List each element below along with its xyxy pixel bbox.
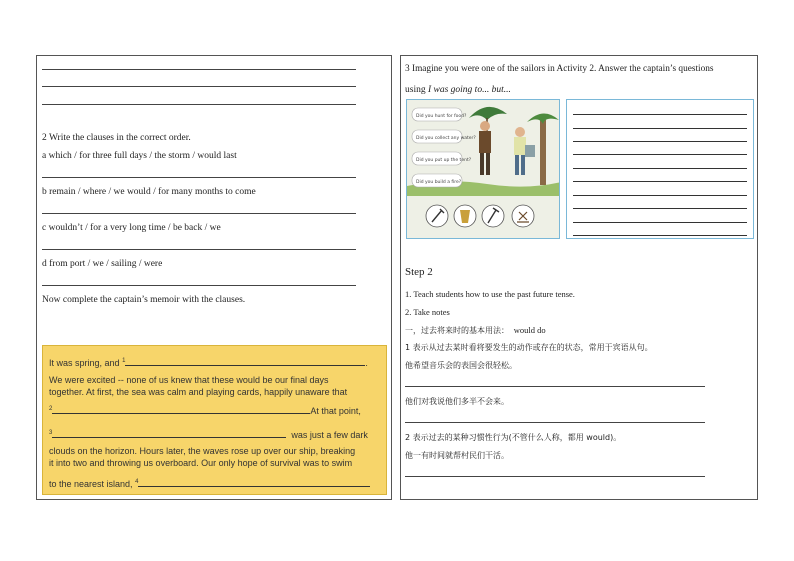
illustration-drawing — [407, 100, 560, 239]
answer-line[interactable] — [573, 222, 747, 223]
answer-lines-box — [566, 99, 754, 239]
answer-line[interactable] — [573, 141, 747, 142]
svg-text:Did you collect any water?: Did you collect any water? — [416, 136, 476, 141]
note-heading: 一，过去将来时的基本用法： would do — [405, 325, 546, 335]
answer-line — [42, 69, 356, 70]
svg-text:Did you put up the tent?: Did you put up the tent? — [416, 158, 472, 163]
memoir-blank-1[interactable] — [125, 356, 365, 366]
answer-line — [42, 104, 356, 105]
answer-line-a[interactable] — [42, 177, 356, 178]
answer-line[interactable] — [573, 235, 747, 236]
memoir-line-3: together. At first, the sea was calm and playing cards, happily unaware that — [49, 387, 348, 397]
memoir-blank-3[interactable] — [52, 428, 286, 438]
item-c: c wouldn’t / for a very long time / be back / we — [42, 223, 221, 233]
task-3-line-1: 3 Imagine you were one of the sailors in Activity 2. Answer the captain’s questions — [405, 64, 714, 74]
memoir-line-2: We were excited -- none of us knew that these would be our final days — [49, 375, 329, 385]
memoir-blank-2[interactable] — [52, 404, 310, 414]
bucket-icon — [454, 205, 476, 227]
point-2: 2. Take notes — [405, 307, 450, 317]
memoir-line-1: It was spring, and $^1$ . — [49, 358, 368, 368]
answer-line[interactable] — [573, 181, 747, 182]
task-3-line-2: using I was going to... but... — [405, 85, 511, 95]
item-d: d from port / we / sailing / were — [42, 259, 163, 269]
speech-bubble — [412, 108, 467, 121]
item-b: b remain / where / we would / for many months to come — [42, 187, 256, 197]
step-2-heading: Step 2 — [405, 266, 433, 278]
campfire-icon — [512, 205, 534, 227]
answer-line[interactable] — [573, 128, 747, 129]
memoir-line-7: it into two and throwing us overboard. Our only hope of survival was to swim — [49, 458, 353, 468]
svg-text:Did you build a fire?: Did you build a fire? — [416, 180, 462, 185]
example-3: 他一有时间就帮村民们干活。 — [405, 451, 509, 460]
answer-line[interactable] — [405, 386, 705, 387]
answer-line-c[interactable] — [42, 249, 356, 250]
answer-line[interactable] — [573, 154, 747, 155]
answer-line[interactable] — [405, 422, 705, 423]
answer-line[interactable] — [573, 208, 747, 209]
answer-line — [42, 86, 356, 87]
instruction: Now complete the captain’s memoir with the clauses. — [42, 295, 246, 305]
answer-line-b[interactable] — [42, 213, 356, 214]
axe-icon — [426, 205, 448, 227]
example-2: 他们对我说他们多半不会来。 — [405, 397, 509, 406]
answer-line[interactable] — [573, 114, 747, 115]
hammer-icon — [482, 205, 504, 227]
memoir-line-8: to the nearest island, $^4$ — [49, 477, 370, 490]
answer-line[interactable] — [573, 195, 747, 196]
speech-bubble — [412, 174, 462, 187]
point-1: 1. Teach students how to use the past future tense. — [405, 289, 575, 299]
memoir-line-4: $^2$ At that point, — [49, 406, 361, 416]
example-1: 他希望音乐会的表国会很轻松。 — [405, 361, 517, 370]
answer-line[interactable] — [573, 168, 747, 169]
captain-memoir-box — [42, 345, 387, 495]
answer-line[interactable] — [405, 476, 705, 477]
note-1: 1 表示从过去某时看将要发生的动作或存在的状态，常用于宾语从句。 — [405, 343, 653, 352]
item-a: a which / for three full days / the storm / would last — [42, 151, 237, 161]
svg-text:Did you hunt for food?: Did you hunt for food? — [416, 114, 467, 119]
memoir-line-5: $^3$ was just a few dark — [49, 430, 368, 440]
task-2-heading: 2 Write the clauses in the correct order. — [42, 133, 191, 143]
memoir-blank-4[interactable] — [138, 477, 370, 487]
sailors-illustration — [406, 99, 560, 239]
answer-line-d[interactable] — [42, 285, 356, 286]
note-2: 2 表示过去的某种习惯性行为(不管什么人称，都用 would)。 — [405, 433, 622, 442]
memoir-line-6: clouds on the horizon. Hours later, the waves rose up over our ship, breaking — [49, 446, 356, 456]
